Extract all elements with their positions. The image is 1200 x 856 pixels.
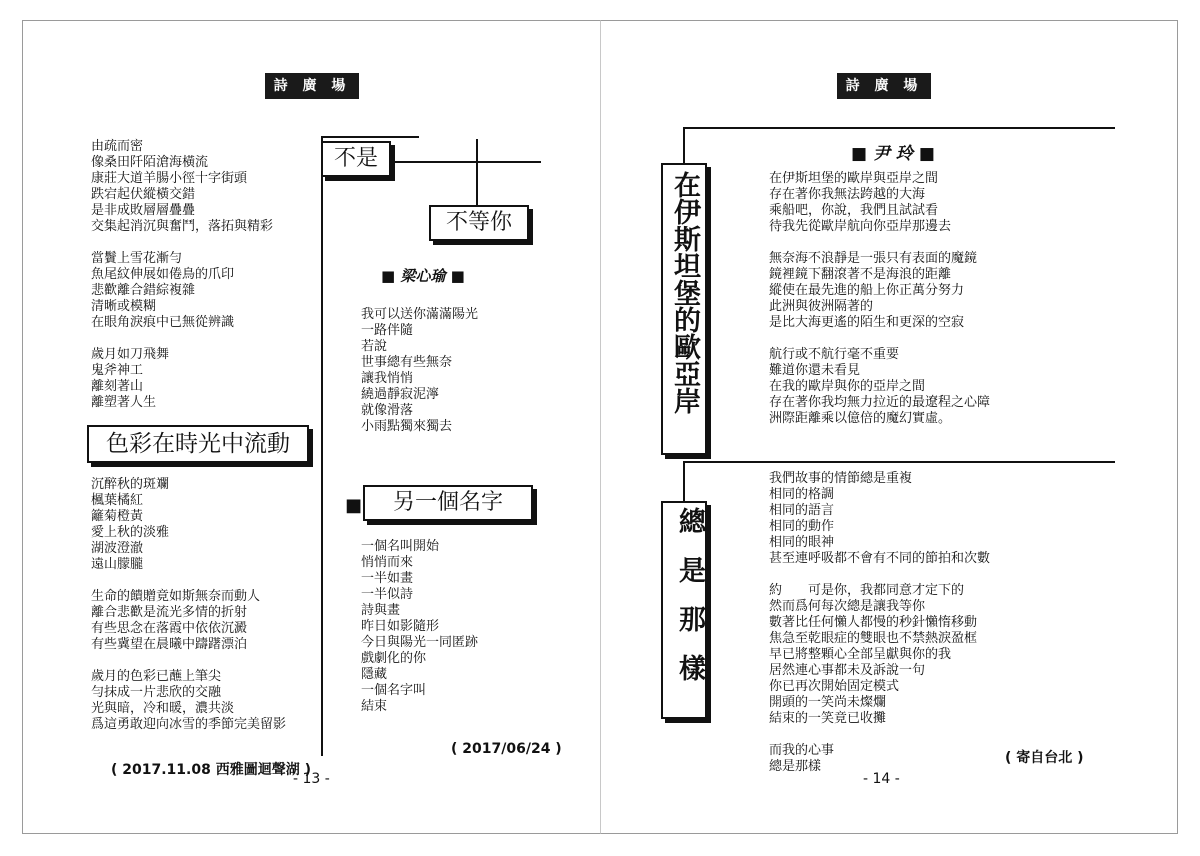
poem-line: 居然連心事都未及訴說一句 <box>769 663 926 678</box>
poem-line: 早已將整顆心全部呈獻與你的我 <box>769 647 952 662</box>
divider-vertical-line <box>683 127 685 167</box>
stanza-gap <box>91 235 273 251</box>
poem-line: 沉醉秋的斑斕 <box>91 477 170 492</box>
poem-line: 康莊大道羊腸小徑十字街頭 <box>91 171 248 186</box>
poem-line: 在我的歐岸與你的亞岸之間 <box>769 379 926 394</box>
poem-stanzas-3 <box>361 307 478 435</box>
poem-stanzas-4 <box>361 539 478 715</box>
poem-line: 繞過靜寂泥濘 <box>361 387 440 402</box>
poem-line: 相同的眼神 <box>769 535 835 550</box>
poem-line: 小雨點獨來獨去 <box>361 419 453 434</box>
stanza-gap <box>91 653 286 669</box>
poem-title-notis: 不是 <box>321 141 391 177</box>
poem-line: 勻抹成一片悲欣的交融 <box>91 685 222 700</box>
poem-line: 總是那樣 <box>769 759 822 774</box>
poem-line: 一半似詩 <box>361 587 414 602</box>
poem-line: 而我的心事 <box>769 743 835 758</box>
poem-line: 遠山朦朧 <box>91 557 144 572</box>
poem-line: 無奈海不浪靜是一張只有表面的魔鏡 <box>769 251 978 266</box>
poem-source: ( 寄自台北 ) <box>1005 750 1084 766</box>
stanza-gap <box>769 331 990 347</box>
poem-line: 相同的格調 <box>769 487 835 502</box>
poem-line: 存在著你我無法跨越的大海 <box>769 187 926 202</box>
stanza-gap <box>769 727 990 743</box>
poem-line: 在眼角淚痕中已無從辨識 <box>91 315 235 330</box>
page-header: 詩 廣 場 <box>837 73 931 99</box>
poem-line: 湖波澄澈 <box>91 541 144 556</box>
poem-line: 存在著你我均無力拉近的最遼程之心障 <box>769 395 991 410</box>
poem-line: 相同的語言 <box>769 503 835 518</box>
poem-stanzas-2 <box>769 471 990 775</box>
poem-line: 生命的饋贈竟如斯無奈而動人 <box>91 589 261 604</box>
poem-line: 數著比任何懶人都慢的秒針懶惰移動 <box>769 615 978 630</box>
page-number: - 14 - <box>863 771 900 787</box>
poem-date-1: ( 2017.11.08 西雅圖迴聲湖 ) <box>111 762 311 778</box>
divider-vertical-line <box>683 461 685 501</box>
stanza-gap <box>91 331 273 347</box>
poem-line: 詩與畫 <box>361 603 401 618</box>
poem-line: 歲月如刀飛舞 <box>91 347 170 362</box>
author-liang: ■ 梁心瑜 ■ <box>381 267 465 285</box>
poem-line: 悲歡離合錯綜複雜 <box>91 283 196 298</box>
poem-line: 在伊斯坦堡的歐岸與亞岸之間 <box>769 171 939 186</box>
stanza-gap <box>769 235 990 251</box>
poem-line: 有些思念在落霞中依依沉澱 <box>91 621 248 636</box>
poem-line: 然而爲何每次總是讓我等你 <box>769 599 926 614</box>
page-header: 詩 廣 場 <box>265 73 359 99</box>
poem-line: 跌宕起伏縱橫交錯 <box>91 187 196 202</box>
divider-vertical-line <box>476 139 478 205</box>
divider-vertical-line <box>321 136 323 756</box>
poem-line: 世事總有些無奈 <box>361 355 453 370</box>
poem-line: 有些冀望在晨曦中躊躇漂泊 <box>91 637 248 652</box>
vertical-title-text: 在伊斯坦堡的歐亞岸 <box>669 171 700 414</box>
poem-line: 戲劇化的你 <box>361 651 427 666</box>
poem-line: 清晰或模糊 <box>91 299 157 314</box>
poem-stanzas-2 <box>91 477 286 733</box>
poem-line: 乘船吧，你說，我們且試試看 <box>769 203 939 218</box>
poem-line: 今日與陽光一同匿跡 <box>361 635 479 650</box>
poem-line: 魚尾紋伸展如倦鳥的爪印 <box>91 267 235 282</box>
poem-line: 歲月的色彩已蘸上筆尖 <box>91 669 222 684</box>
poem-line: 由疏而密 <box>91 139 144 154</box>
poem-line: 開頭的一笑尚未燦爛 <box>769 695 887 710</box>
poem-line: 我可以送你滿滿陽光 <box>361 307 479 322</box>
poem-line: 爲這勇敢迎向冰雪的季節完美留影 <box>91 717 287 732</box>
divider-horizontal-line <box>321 136 419 138</box>
poem-line: 約 可是你，我都同意才定下的 <box>769 583 965 598</box>
vertical-title-text: 總是那樣 <box>674 507 705 703</box>
poem-line: 昨日如影隨形 <box>361 619 440 634</box>
poem-line: 鏡裡鏡下翻滾著不是海浪的距離 <box>769 267 952 282</box>
poem-line: 愛上秋的淡雅 <box>91 525 170 540</box>
poem-line: 結束的一笑竟已收攤 <box>769 711 887 726</box>
poem-stanzas-1 <box>769 171 990 427</box>
poem-line: 焦急至乾眼症的雙眼也不禁熱淚盈框 <box>769 631 978 646</box>
poem-line: 就像滑落 <box>361 403 414 418</box>
page-right <box>600 20 1178 834</box>
poem-line: 隱藏 <box>361 667 388 682</box>
poem-line: 一路伴隨 <box>361 323 414 338</box>
poem-line: 交集起消沉與奮鬥，落拓與精彩 <box>91 219 274 234</box>
poem-line: 光與暗，冷和暖，濃共淡 <box>91 701 235 716</box>
divider-horizontal-line <box>391 161 541 163</box>
poem-line: 若說 <box>361 339 388 354</box>
poem-line: 縱使在最先進的船上你正萬分努力 <box>769 283 965 298</box>
poem-line: 是比大海更遙的陌生和更深的空寂 <box>769 315 965 330</box>
poem-title-colors: 色彩在時光中流動 <box>87 425 309 463</box>
poem-line: 相同的動作 <box>769 519 835 534</box>
poem-line: 此洲與彼洲隔著的 <box>769 299 874 314</box>
author-yin-ling: ■ 尹 玲 ■ <box>851 144 935 164</box>
page-number: - 13 - <box>293 771 330 787</box>
title-marker: ■ <box>345 495 363 516</box>
poem-line: 悄悄而來 <box>361 555 414 570</box>
poem-line: 當鬢上雪花漸勻 <box>91 251 183 266</box>
poem-title-always <box>661 501 707 719</box>
poem-line: 離塑著人生 <box>91 395 157 410</box>
poem-line: 你已再次開始固定模式 <box>769 679 900 694</box>
poem-line: 一個名叫開始 <box>361 539 440 554</box>
poem-line: 難道你還未看見 <box>769 363 861 378</box>
poem-line: 一個名字叫 <box>361 683 427 698</box>
page-left <box>22 20 600 834</box>
poem-line: 離合悲歡是流光多情的折射 <box>91 605 248 620</box>
stanza-gap <box>91 573 286 589</box>
poem-line: 是非成敗層層疊疊 <box>91 203 196 218</box>
poem-line: 像桑田阡陌滄海橫流 <box>91 155 209 170</box>
poem-line: 鬼斧神工 <box>91 363 144 378</box>
poem-line: 航行或不航行毫不重要 <box>769 347 900 362</box>
poem-line: 離刻著山 <box>91 379 144 394</box>
stanza-gap <box>769 567 990 583</box>
poem-stanzas-1 <box>91 139 273 411</box>
poem-line: 籬菊橙黃 <box>91 509 144 524</box>
poem-line: 結束 <box>361 699 388 714</box>
poem-line: 洲際距離乘以億倍的魔幻實虛。 <box>769 411 952 426</box>
poem-line: 楓葉橘紅 <box>91 493 144 508</box>
poem-line: 我們故事的情節總是重複 <box>769 471 913 486</box>
poem-line: 一半如畫 <box>361 571 414 586</box>
poem-line: 待我先從歐岸航向你亞岸那邊去 <box>769 219 952 234</box>
poem-title-notwait: 不等你 <box>429 205 529 241</box>
divider-horizontal-line <box>683 127 1115 129</box>
poem-line: 甚至連呼吸都不會有不同的節拍和次數 <box>769 551 991 566</box>
divider-horizontal-line <box>683 461 1115 463</box>
poem-line: 讓我悄悄 <box>361 371 414 386</box>
poem-date-2: ( 2017/06/24 ) <box>451 741 562 757</box>
poem-title-istanbul <box>661 163 707 455</box>
poem-title-another-name: 另一個名字 <box>363 485 533 521</box>
